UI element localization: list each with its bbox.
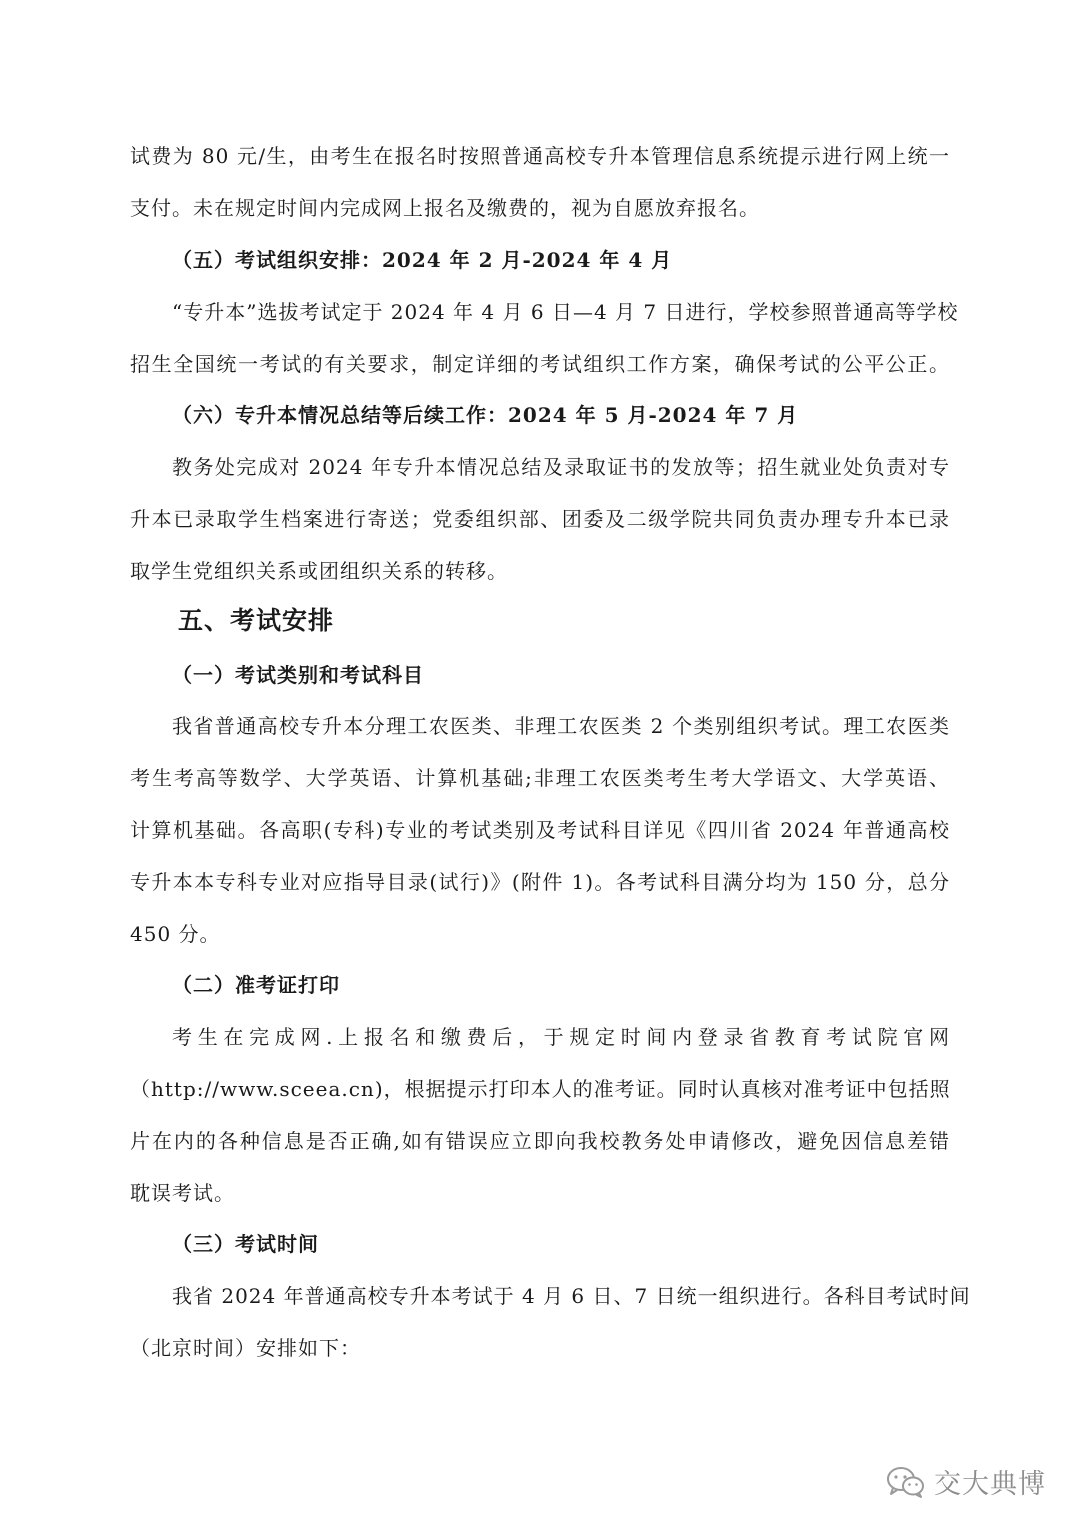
paragraph-line: “专升本”选拔考试定于 2024 年 4 月 6 日—4 月 7 日进行，学校参照普通高等学校 [172,300,959,324]
paragraph-line: （http://www.sceea.cn)，根据提示打印本人的准考证。同时认真核对准考证中包括照 [130,1077,951,1101]
paragraph-line: 我省普通高校专升本分理工农医类、非理工农医类 2 个类别组织考试。理工农医类 [172,714,950,738]
paragraph-line: 支付。未在规定时间内完成网上报名及缴费的，视为自愿放弃报名。 [130,196,760,220]
subsection-heading: （一）考试类别和考试科目 [172,663,424,687]
paragraph-line: 片在内的各种信息是否正确,如有错误应立即向我校教务处申请修改，避免因信息差错 [130,1129,950,1153]
subsection-heading: （二）准考证打印 [172,973,340,997]
paragraph-line: 计算机基础。各高职(专科)专业的考试类别及考试科目详见《四川省 2024 年普通高校 [130,818,950,842]
paragraph-line: 考生在完成网.上报名和缴费后，于规定时间内登录省教育考试院官网 [172,1025,950,1049]
paragraph-line: 我省 2024 年普通高校专升本考试于 4 月 6 日、7 日统一组织进行。各科目考试时间 [172,1284,971,1308]
section-heading: 五、考试安排 [178,606,335,635]
paragraph-line: 专升本本专科专业对应指导目录(试行)》(附件 1)。各考试科目满分均为 150 分，总分 [130,870,950,894]
watermark-text: 交大典博 [934,1469,1046,1500]
paragraph-line: 教务处完成对 2024 年专升本情况总结及录取证书的发放等；招生就业处负责对专 [172,455,950,479]
paragraph-line: 招生全国统一考试的有关要求，制定详细的考试组织工作方案，确保考试的公平公正。 [130,352,950,376]
wechat-icon [886,1465,926,1499]
subsection-heading: （五）考试组织安排：2024 年 2 月-2024 年 4 月 [172,248,673,272]
subsection-heading: （三）考试时间 [172,1232,319,1256]
account-watermark [886,1462,1046,1501]
paragraph-line: 升本已录取学生档案进行寄送；党委组织部、团委及二级学院共同负责办理专升本已录 [130,507,950,531]
paragraph-line: 试费为 80 元/生，由考生在报名时按照普通高校专升本管理信息系统提示进行网上统一 [130,144,950,168]
paragraph-line: 耽误考试。 [130,1181,235,1205]
paragraph-line: 450 分。 [130,922,221,946]
subsection-heading: （六）专升本情况总结等后续工作：2024 年 5 月-2024 年 7 月 [172,403,799,427]
paragraph-line: 取学生党组织关系或团组织关系的转移。 [130,559,508,583]
paragraph-line: 考生考高等数学、大学英语、计算机基础;非理工农医类考生考大学语文、大学英语、 [130,766,950,790]
paragraph-line: （北京时间）安排如下： [130,1336,361,1360]
